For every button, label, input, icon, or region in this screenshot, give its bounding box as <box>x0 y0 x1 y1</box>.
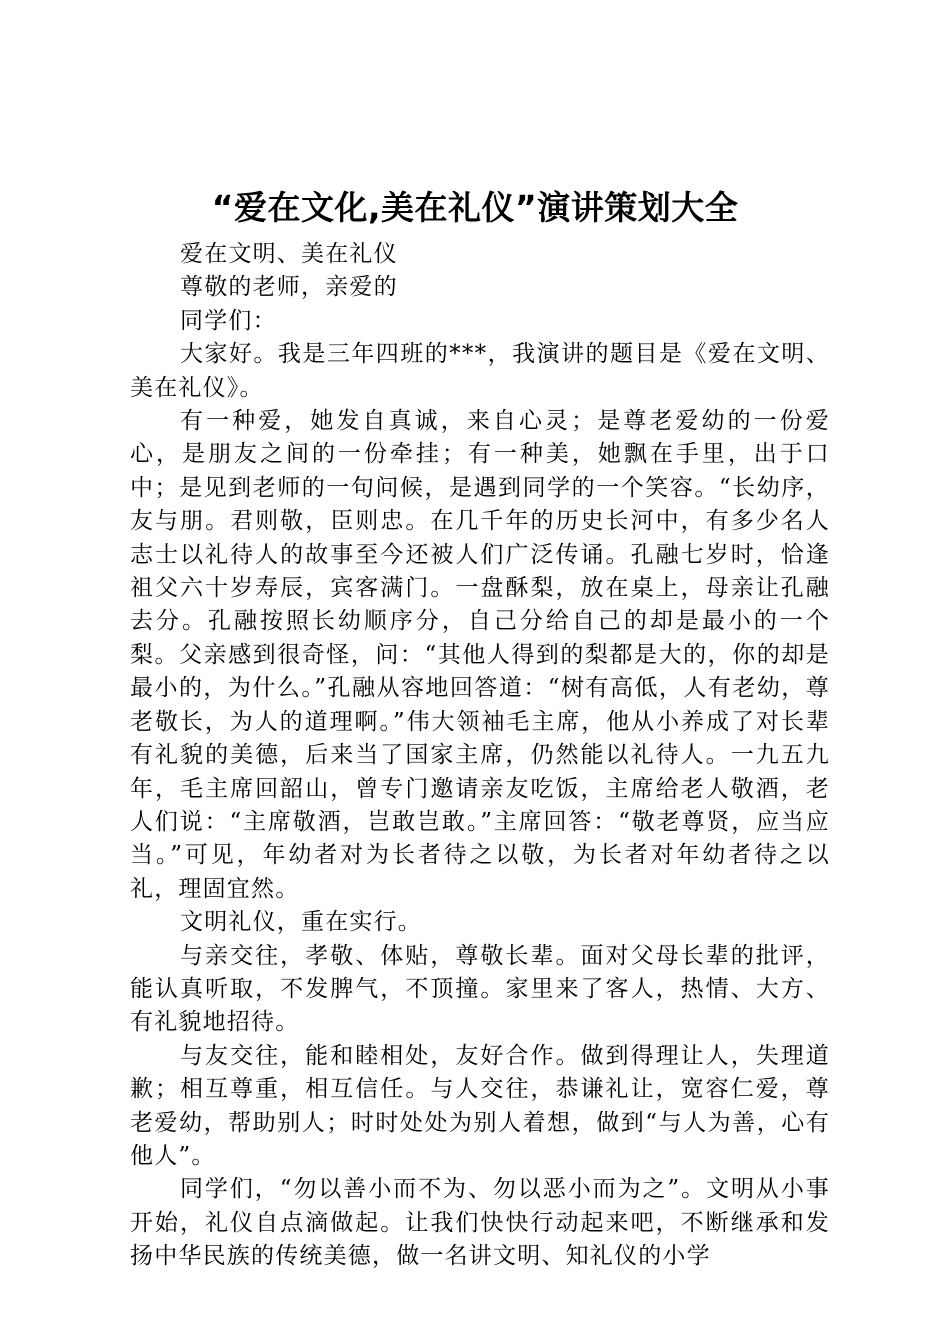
paragraph-salutation-cont: 同学们： <box>180 307 277 334</box>
paragraph-intro: 大家好。我是三年四班的***，我演讲的题目是《爱在文明、美在礼仪》。 <box>130 341 830 401</box>
document-body <box>130 238 830 1274</box>
paragraph-stories: 有一种爱，她发自真诚，来自心灵；是尊老爱幼的一份爱心，是朋友之间的一份牵挂；有一种美，她飘在手里，出于口中；是见到老师的一句问候，是遇到同学的一个笑容。“长幼序，友与朋。君则敬，臣则忠。在几千年的历史长河中，有多少名人志士以礼待人的故事至今还被人们广泛传诵。孔融七岁时，恰逢祖父六十岁寿辰，宾客满门。一盘酥梨，放在桌上，母亲让孔融去分。孔融按照长幼顺序分，自己分给自己的却是最小的一个梨。父亲感到很奇怪，问：“其他人得到的梨都是大的，你的却是最小的，为什么。”孔融从容地回答道：“树有高低，人有老幼，尊老敬长，为人的道理啊。”伟大领袖毛主席，他从小养成了对长辈有礼貌的美德，后来当了国家主席，仍然能以礼待人。一九五九年，毛主席回韶山，曾专门邀请亲友吃饭，主席给老人敬酒，老人们说：“主席敬酒，岂敢岂敢。”主席回答：“敬老尊贤，应当应当。”可见，年幼者对为长者待之以敬，为长者对年幼者待之以礼，理固宜然。 <box>130 408 830 902</box>
document-title: “爱在文化,美在礼仪”演讲策划大全 <box>211 188 739 227</box>
paragraph-heading: 爱在文明、美在礼仪 <box>180 241 398 267</box>
paragraph-family: 与亲交往，孝敬、体贴，尊敬长辈。面对父母长辈的批评，能认真听取，不发脾气，不顶撞。家里来了客人，热情、大方、有礼貌地招待。 <box>130 942 830 1036</box>
paragraph-practice: 文明礼仪，重在实行。 <box>180 909 422 936</box>
paragraph-salutation: 尊敬的老师，亲爱的 <box>180 274 398 301</box>
paragraph-friends: 与友交往，能和睦相处，友好合作。做到得理让人，失理道歉；相互尊重，相互信任。与人交往，恭谦礼让，宽容仁爱，尊老爱幼，帮助别人；时时处处为别人着想，做到“与人为善，心有他人”。 <box>130 1042 830 1169</box>
paragraph-closing: 同学们，“勿以善小而不为、勿以恶小而为之”。文明从小事开始，礼仪自点滴做起。让我们快快行动起来吧，不断继承和发扬中华民族的传统美德，做一名讲文明、知礼仪的小学 <box>130 1176 830 1270</box>
